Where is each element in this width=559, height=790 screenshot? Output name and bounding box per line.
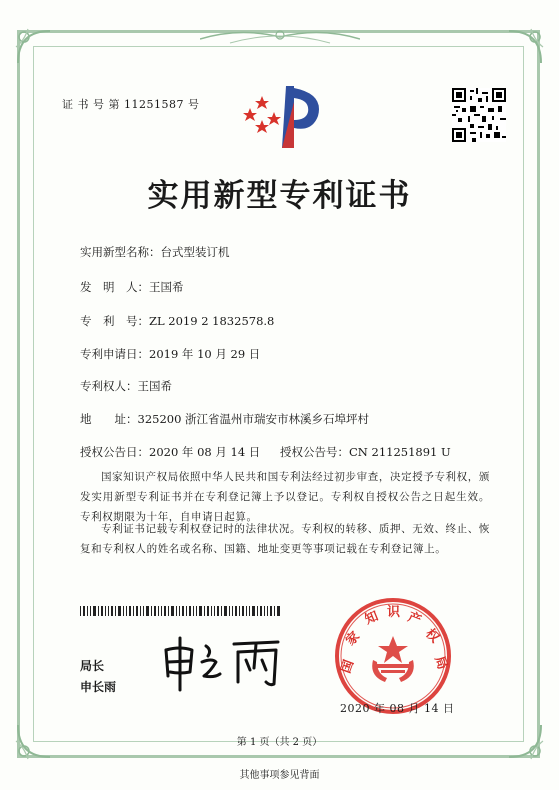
field-address (80, 411, 369, 427)
handwritten-signature (158, 632, 298, 692)
barcode (80, 606, 280, 616)
field-label: 发 明 人： (80, 280, 149, 294)
field-value: 2020 年 08 月 14 日 (149, 445, 261, 459)
cnipa-logo (242, 82, 326, 154)
top-ornament (200, 25, 360, 47)
field-application-date (80, 346, 260, 362)
legal-status-paragraph: 专利证书记载专利权登记时的法律状况。专利权的转移、质押、无效、终止、恢复和专利权人的姓名或名称、国籍、地址变更等事项记载在专利登记簿上。 (80, 523, 490, 555)
svg-text:国: 国 (338, 658, 358, 676)
svg-text:权: 权 (422, 626, 442, 647)
corner-ornament (505, 27, 545, 67)
field-label: 授权公告号： (280, 445, 349, 459)
seal-date: 2020 年 08 月 14 日 (340, 702, 455, 715)
field-patent-number (80, 313, 274, 329)
field-label: 实用新型名称： (80, 245, 161, 259)
svg-text:知: 知 (362, 608, 381, 628)
svg-text:局: 局 (431, 654, 450, 672)
field-label: 地 址： (80, 412, 138, 426)
page-indicator: 第 1 页（共 2 页） (236, 737, 323, 748)
field-label: 专利申请日： (80, 347, 149, 361)
field-label: 专 利 号： (80, 314, 149, 328)
svg-text:产: 产 (405, 609, 424, 629)
field-value: 2019 年 10 月 29 日 (149, 347, 261, 361)
certificate-title: 实用新型专利证书 (147, 178, 412, 214)
field-announcement-number (280, 444, 451, 460)
corner-ornament (14, 27, 54, 67)
field-value: CN 211251891 U (349, 445, 451, 459)
field-label: 专利权人： (80, 379, 138, 393)
field-value: 325200 浙江省温州市瑞安市林溪乡石埠坪村 (137, 412, 370, 426)
field-value: 王国希 (149, 280, 184, 294)
field-utility-model-name (80, 244, 230, 260)
signatory-role: 局长 (80, 659, 105, 673)
field-value: ZL 2019 2 1832578.8 (149, 314, 275, 328)
grant-paragraph: 国家知识产权局依照中华人民共和国专利法经过初步审查，决定授予专利权，颁发实用新型专利证书并在专利登记簿上予以登记。专利权自授权公告之日起生效。专利权期限为十年，自申请日起算。 (80, 471, 490, 523)
field-label: 授权公告日： (80, 445, 149, 459)
field-announcement-date (80, 444, 260, 460)
svg-text:识: 识 (387, 605, 401, 620)
certificate-number: 证 书 号 第 11251587 号 (62, 98, 200, 111)
svg-text:家: 家 (343, 629, 364, 649)
field-inventor (80, 279, 184, 295)
field-patentee (80, 378, 172, 394)
signatory-name: 申长雨 (80, 680, 117, 694)
official-seal (333, 596, 453, 716)
qr-code (452, 88, 506, 142)
field-value: 台式型装订机 (160, 245, 230, 259)
field-value: 王国希 (137, 379, 172, 393)
footnote: 其他事项参见背面 (239, 770, 320, 781)
